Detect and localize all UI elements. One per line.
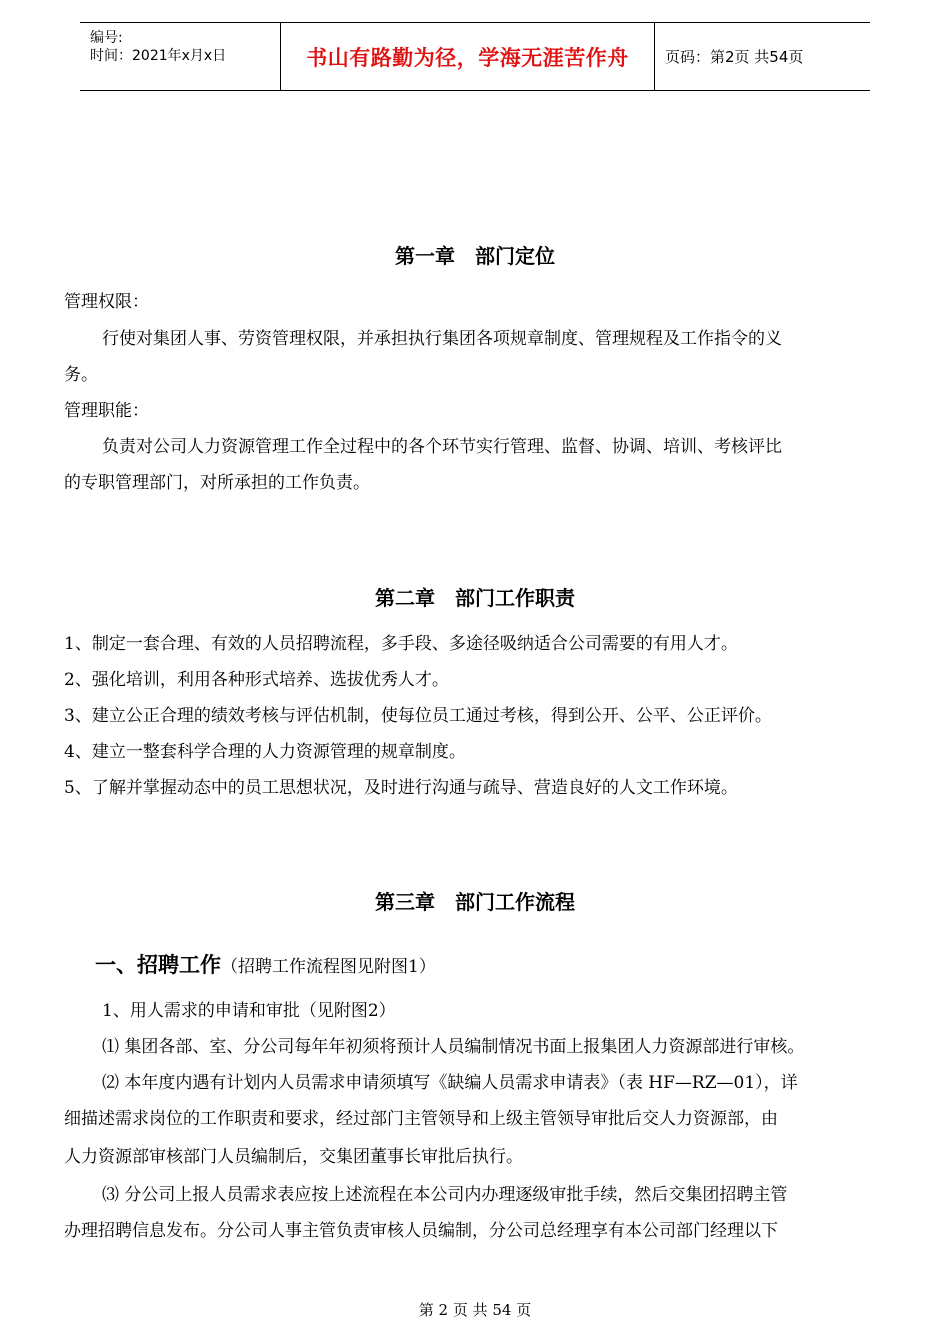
subsection-title: 1、用人需求的申请和审批（见附图2） bbox=[102, 1001, 396, 1021]
paragraph-2-line3: 人力资源部审核部门人员编制后，交集团董事长审批后执行。 bbox=[64, 1147, 523, 1167]
function-line1: 负责对公司人力资源管理工作全过程中的各个环节实行管理、监督、协调、培训、考核评比 bbox=[102, 437, 782, 457]
duty-item-3: 3、建立公正合理的绩效考核与评估机制，使每位员工通过考核，得到公开、公平、公正评价。 bbox=[64, 706, 772, 726]
authority-line2: 务。 bbox=[64, 365, 98, 385]
motto: 书山有路勤为径，学海无涯苦作舟 bbox=[306, 45, 629, 70]
page-footer: 第 2 页 共 54 页 bbox=[418, 1301, 532, 1319]
header-page-cell bbox=[655, 23, 870, 90]
paragraph-3-line1: ⑶ 分公司上报人员需求表应按上述流程在本公司内办理逐级审批手续，然后交集团招聘主管 bbox=[102, 1185, 788, 1205]
function-label: 管理职能： bbox=[64, 401, 149, 421]
chapter1-title: 第一章 部门定位 bbox=[395, 244, 555, 268]
section-recruitment bbox=[95, 949, 436, 979]
page-info: 页码：第2页 共54页 bbox=[665, 48, 804, 66]
header-left-cell bbox=[80, 23, 281, 90]
number-label: 编号: bbox=[90, 30, 123, 46]
header-motto-cell bbox=[281, 23, 655, 90]
header-table bbox=[80, 22, 870, 91]
time-label: 时间：2021年x月x日 bbox=[90, 48, 227, 64]
authority-line1: 行使对集团人事、劳资管理权限，并承担执行集团各项规章制度、管理规程及工作指令的义 bbox=[102, 329, 782, 349]
duty-item-2: 2、强化培训，利用各种形式培养、选拔优秀人才。 bbox=[64, 670, 449, 690]
chapter3-title: 第三章 部门工作流程 bbox=[375, 890, 575, 914]
section-recruitment-note: （招聘工作流程图见附图1） bbox=[221, 957, 436, 977]
authority-label: 管理权限： bbox=[64, 292, 149, 312]
paragraph-3-line2: 办理招聘信息发布。分公司人事主管负责审核人员编制，分公司总经理享有本公司部门经理以下 bbox=[64, 1221, 778, 1241]
duty-item-5: 5、了解并掌握动态中的员工思想状况，及时进行沟通与疏导、营造良好的人文工作环境。 bbox=[64, 778, 738, 798]
duty-item-1: 1、制定一套合理、有效的人员招聘流程，多手段、多途径吸纳适合公司需要的有用人才。 bbox=[64, 634, 738, 654]
paragraph-2-line1: ⑵ 本年度内遇有计划内人员需求申请须填写《缺编人员需求申请表》（表 HF—RZ—01），详 bbox=[102, 1073, 798, 1093]
function-line2: 的专职管理部门，对所承担的工作负责。 bbox=[64, 473, 370, 493]
chapter2-title: 第二章 部门工作职责 bbox=[375, 586, 575, 610]
section-recruitment-title: 一、招聘工作 bbox=[95, 952, 221, 977]
paragraph-1: ⑴ 集团各部、室、分公司每年年初须将预计人员编制情况书面上报集团人力资源部进行审核。 bbox=[102, 1037, 805, 1057]
paragraph-2-line2: 细描述需求岗位的工作职责和要求，经过部门主管领导和上级主管领导审批后交人力资源部，由 bbox=[64, 1109, 778, 1129]
duty-item-4: 4、建立一整套科学合理的人力资源管理的规章制度。 bbox=[64, 742, 466, 762]
